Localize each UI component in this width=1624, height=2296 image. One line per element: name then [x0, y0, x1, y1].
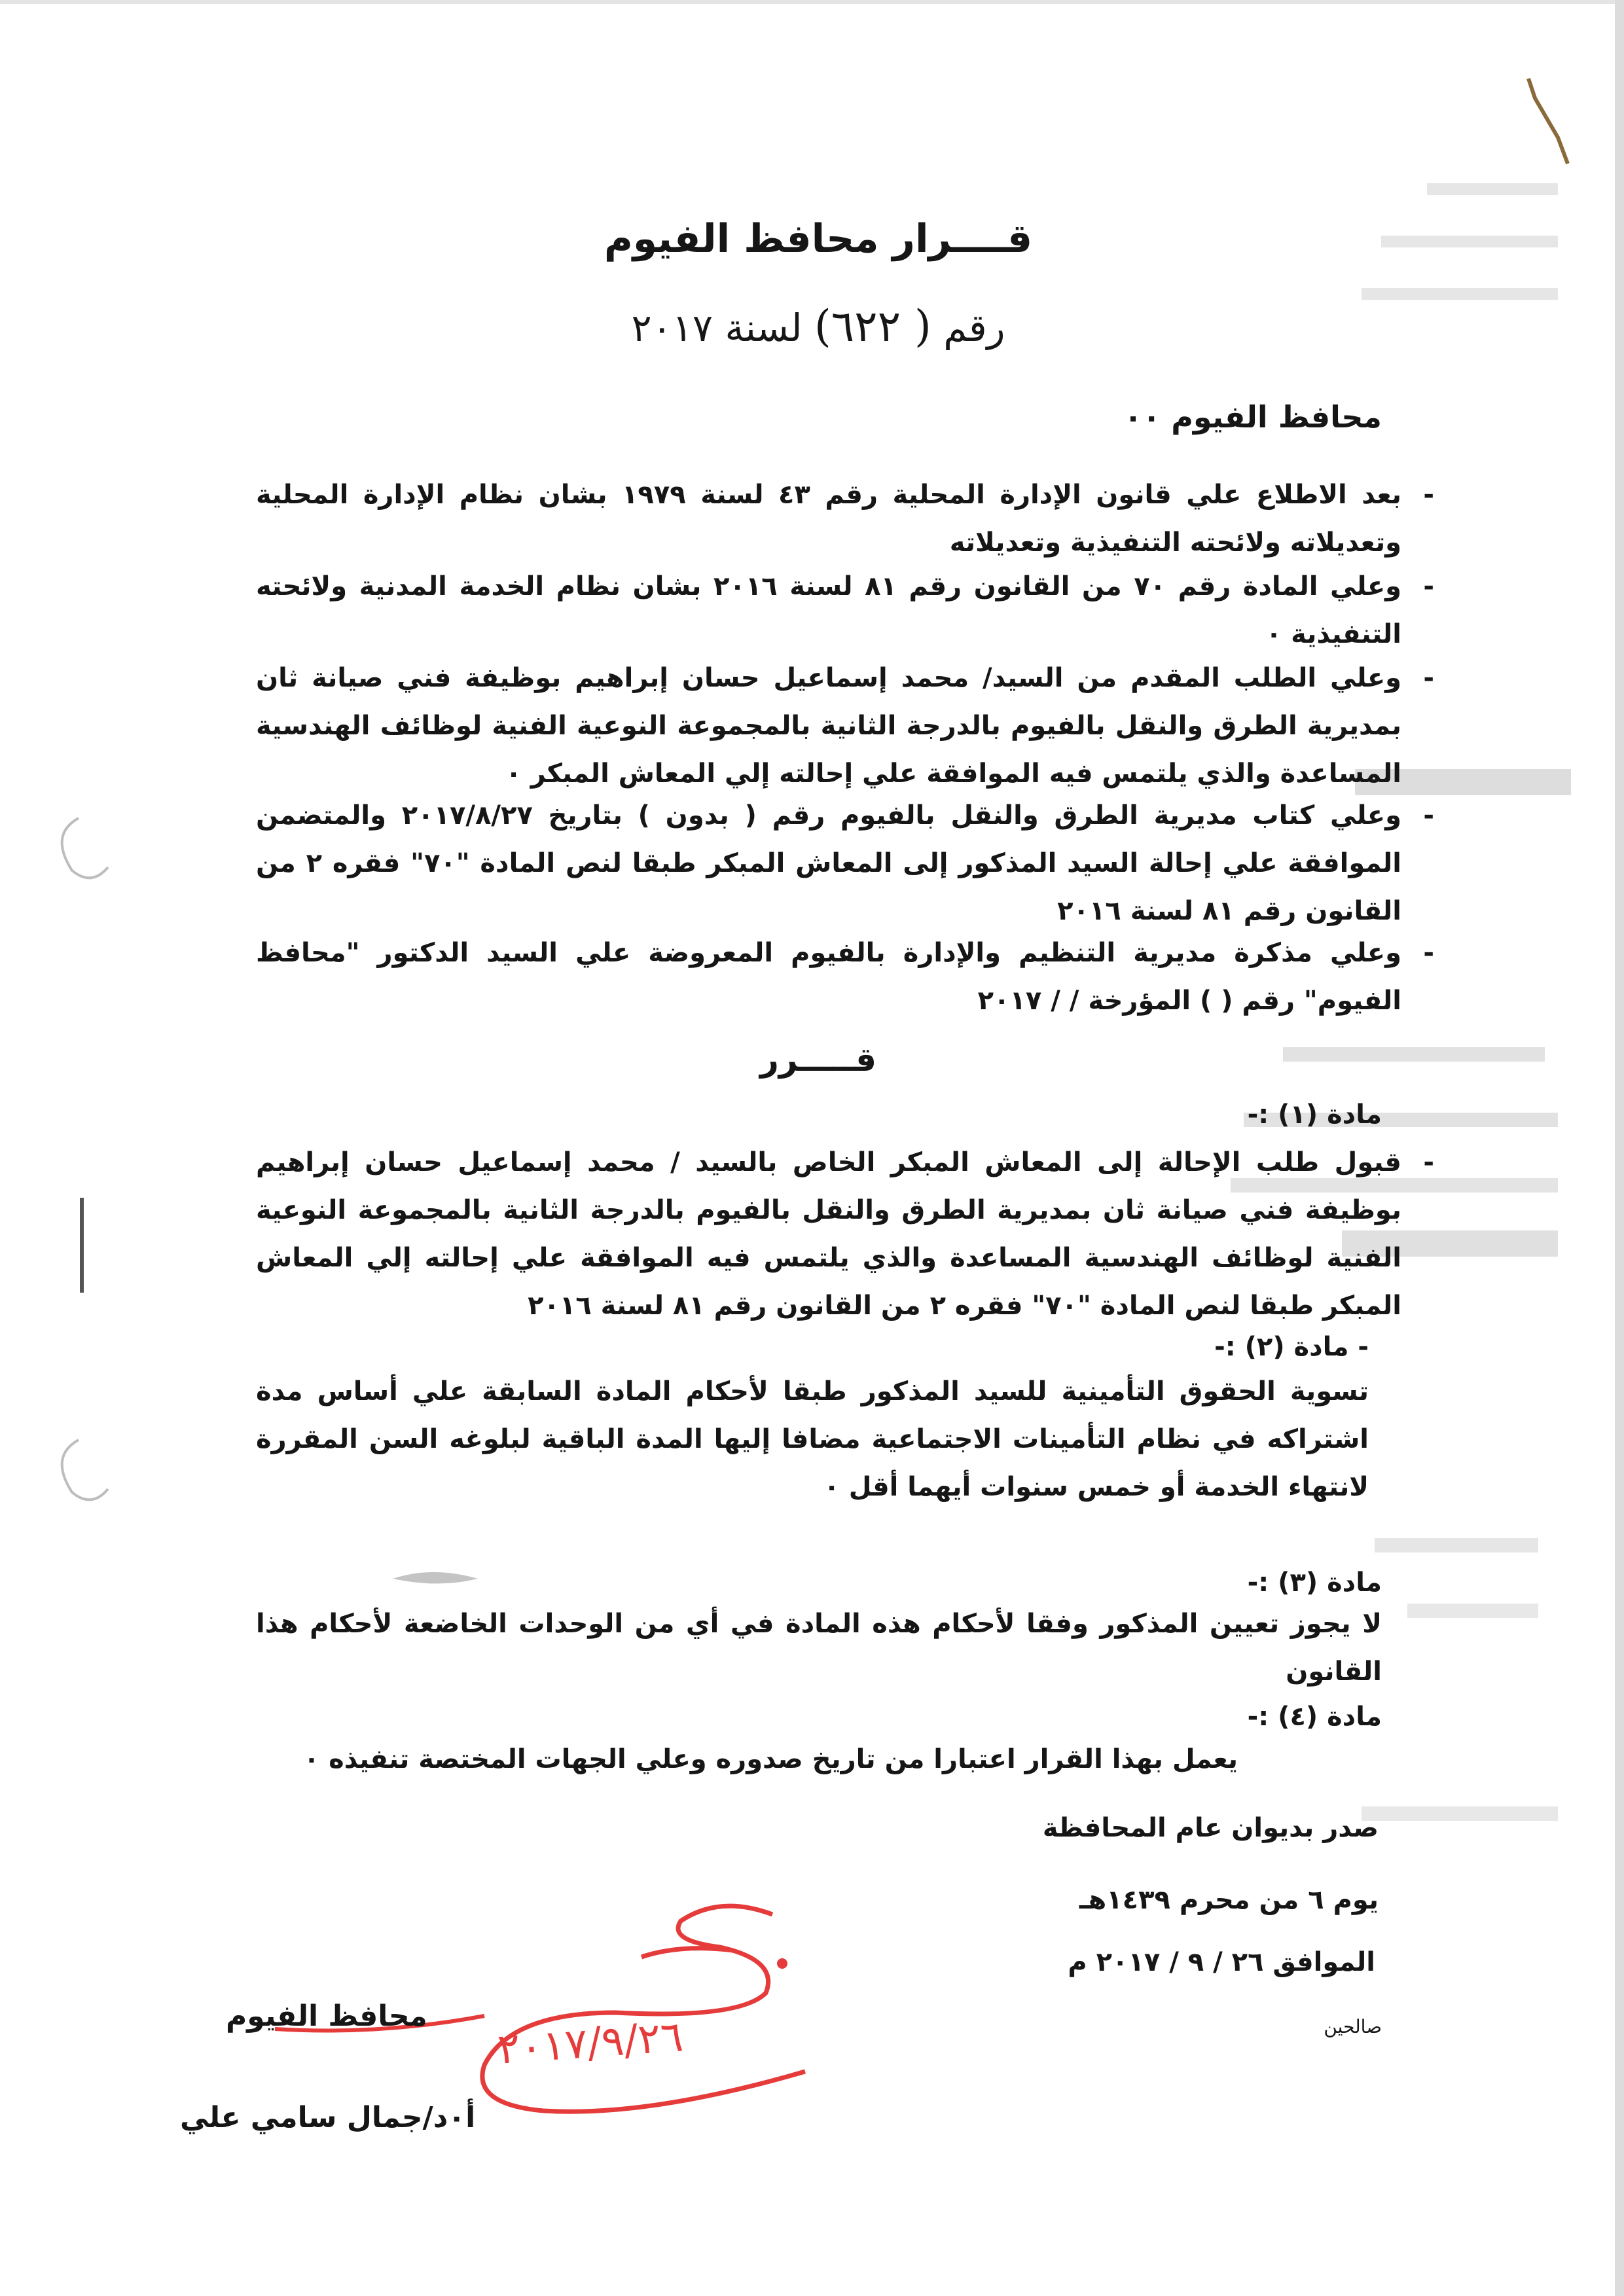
- article-label-text: مادة (٢) :-: [1214, 1332, 1349, 1362]
- article-1-label: مادة (١) :-: [1247, 1100, 1382, 1130]
- issued-at: صدر بديوان عام المحافظة: [1042, 1813, 1379, 1843]
- article-4-label: مادة (٤) :-: [1247, 1702, 1382, 1732]
- preamble-text: وعلي الطلب المقدم من السيد/ محمد إسماعيل حسان إبراهيم بوظيفة فني صيانة ثان بمديرية الطرق والنقل بالفيوم بالدرجة الثانية بالمجموعة النوعية الفنية لوظائف الهندسية المساعدة والذي يلتمس فيه الموافقة علي إحالته إلي المعاش المبكر ٠: [256, 663, 1401, 789]
- article-2-text: تسوية الحقوق التأمينية للسيد المذكور طبقا لأحكام المادة السابقة علي أساس مدة اشتراكه في نظام التأمينات الاجتماعية مضافا إليها المدة الباقية لبلوغه السن المقررة لانتهاء الخدمة أو خمس سنوات أيهما أقل ٠: [256, 1376, 1369, 1502]
- article-3-label: مادة (٣) :-: [1247, 1568, 1382, 1598]
- number-value: ( ٦٢٢): [814, 301, 931, 351]
- signature-name: أ٠د/جمال سامي علي: [180, 2101, 476, 2134]
- preamble-text: وعلي المادة رقم ٧٠ من القانون رقم ٨١ لسنة ٢٠١٦ بشان نظام الخدمة المدنية ولائحته التنفيذية ٠: [256, 571, 1402, 649]
- bullet-dash: -: [1423, 571, 1434, 601]
- bullet-dash: -: [1423, 938, 1434, 968]
- bullet-dash: -: [1423, 480, 1434, 510]
- hijri-date: يوم ٦ من محرم ١٤٣٩هـ: [1079, 1885, 1379, 1915]
- signature-title: محافظ الفيوم: [226, 2000, 427, 2033]
- addressee-heading: محافظ الفيوم ٠٠: [1124, 399, 1382, 435]
- article-3-text: لا يجوز تعيين المذكور وفقا لأحكام هذه المادة في أي من الوحدات الخاضعة لأحكام هذا القانون: [256, 1609, 1382, 1687]
- decree-title: قــــرار محافظ الفيوم: [604, 216, 1033, 262]
- bullet-dash: -: [1348, 1332, 1369, 1362]
- preamble-text: وعلي كتاب مديرية الطرق والنقل بالفيوم رقم ( بدون ) بتاريخ ٢٠١٧/٨/٢٧ والمتضمن الموافقة علي إحالة السيد المذكور إلى المعاش المبكر طبقا لنص المادة "٧٠" فقره ٢ من القانون رقم ٨١ لسنة ٢٠١٦: [256, 800, 1402, 926]
- initials-note: صالحين: [1324, 2016, 1382, 2037]
- number-suffix: لسنة ٢٠١٧: [631, 306, 803, 350]
- bullet-dash: -: [1423, 663, 1434, 693]
- bullet-dash: -: [1423, 800, 1434, 831]
- article-text: قبول طلب الإحالة إلى المعاش المبكر الخاص بالسيد / محمد إسماعيل حسان إبراهيم بوظيفة فني صيانة ثان بمديرية الطرق والنقل بالفيوم بالدرجة الثانية بالمجموعة النوعية الفنية لوظائف الهندسية المساعدة والذي يلتمس فيه الموافقة علي إحالته إلي المعاش المبكر طبقا لنص المادة "٧٠" فقره ٢ من القانون رقم ٨١ لسنة ٢٠١٦: [256, 1147, 1401, 1321]
- handwritten-date: ٢٠١٧/٩/٢٦: [496, 2013, 685, 2074]
- bullet-dash: -: [1423, 1147, 1434, 1177]
- gregorian-date: الموافق ٢٦ / ٩ / ٢٠١٧ م: [1068, 1947, 1375, 1977]
- article-4-text: يعمل بهذا القرار اعتبارا من تاريخ صدوره وعلي الجهات المختصة تنفيذه ٠: [303, 1744, 1238, 1774]
- number-prefix: رقم: [943, 306, 1005, 350]
- decision-heading: قـــــرر: [759, 1041, 877, 1079]
- preamble-text: وعلي مذكرة مديرية التنظيم والإدارة بالفيوم المعروضة علي السيد الدكتور "محافظ الفيوم" رقم ( ) المؤرخة / / ٢٠١٧: [256, 938, 1401, 1016]
- preamble-text: بعد الاطلاع علي قانون الإدارة المحلية رقم ٤٣ لسنة ١٩٧٩ بشان نظام الإدارة المحلية وتعديلاته ولائحته التنفيذية وتعديلاته: [256, 480, 1401, 558]
